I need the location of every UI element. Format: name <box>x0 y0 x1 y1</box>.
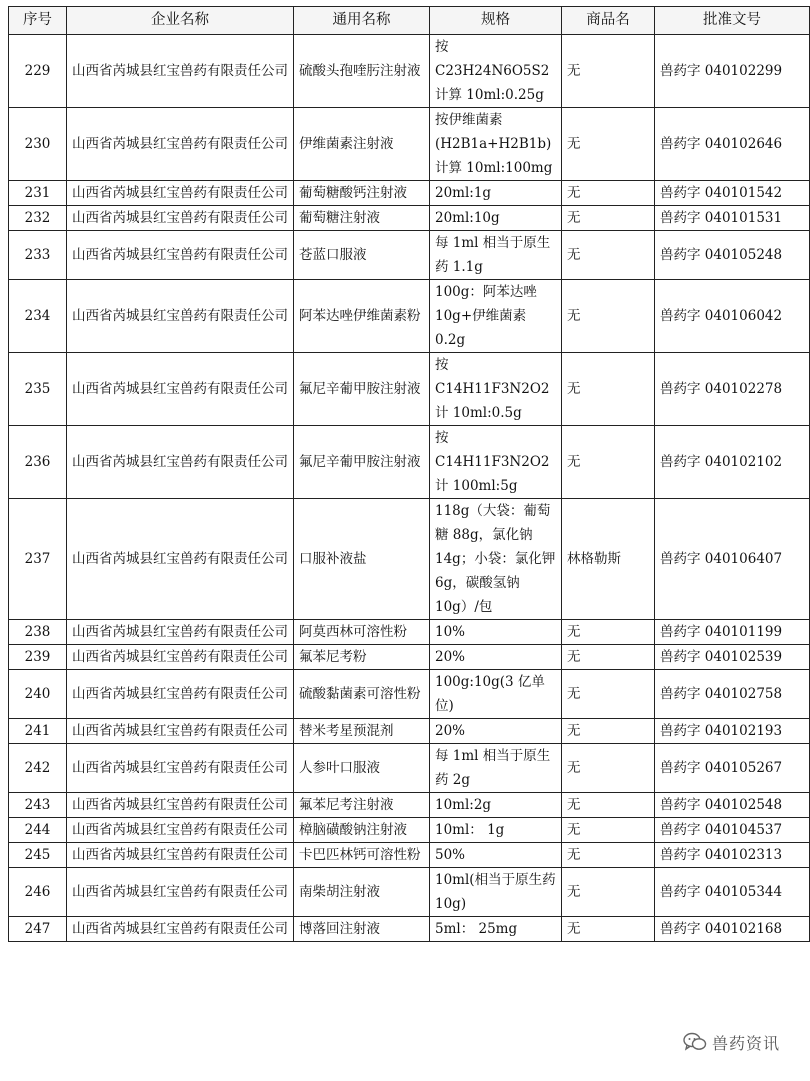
cell-trade-name: 无 <box>562 231 655 280</box>
cell-serial-no: 245 <box>9 843 67 868</box>
cell-trade-name: 无 <box>562 181 655 206</box>
header-trade-name: 商品名 <box>562 7 655 35</box>
cell-trade-name: 无 <box>562 868 655 917</box>
cell-serial-no: 229 <box>9 35 67 108</box>
cell-approval-number: 兽药字 040102758 <box>655 670 810 719</box>
watermark-text: 兽药资讯 <box>711 1033 780 1053</box>
table-row <box>9 181 810 206</box>
table-row <box>9 206 810 231</box>
header-specification: 规格 <box>430 7 562 35</box>
table-row <box>9 843 810 868</box>
cell-trade-name: 无 <box>562 426 655 499</box>
table-row <box>9 426 810 499</box>
cell-serial-no: 232 <box>9 206 67 231</box>
cell-company-name: 山西省芮城县红宝兽药有限责任公司 <box>67 108 294 181</box>
cell-trade-name: 无 <box>562 719 655 744</box>
cell-approval-number: 兽药字 040101199 <box>655 620 810 645</box>
cell-common-name: 卡巴匹林钙可溶性粉 <box>294 843 430 868</box>
cell-specification: 20% <box>430 645 562 670</box>
wechat-icon <box>683 1032 707 1052</box>
cell-approval-number: 兽药字 040106407 <box>655 499 810 620</box>
cell-company-name: 山西省芮城县红宝兽药有限责任公司 <box>67 719 294 744</box>
cell-specification: 按伊维菌素 (H2B1a+H2B1b) 计算 10ml:100mg <box>430 108 562 181</box>
cell-serial-no: 236 <box>9 426 67 499</box>
cell-serial-no: 234 <box>9 280 67 353</box>
cell-company-name: 山西省芮城县红宝兽药有限责任公司 <box>67 645 294 670</box>
table-row <box>9 670 810 719</box>
cell-serial-no: 230 <box>9 108 67 181</box>
cell-company-name: 山西省芮城县红宝兽药有限责任公司 <box>67 917 294 942</box>
cell-company-name: 山西省芮城县红宝兽药有限责任公司 <box>67 818 294 843</box>
table-row <box>9 744 810 793</box>
cell-company-name: 山西省芮城县红宝兽药有限责任公司 <box>67 793 294 818</box>
cell-specification: 按 C14H11F3N2O2 计 100ml:5g <box>430 426 562 499</box>
cell-common-name: 替米考星预混剂 <box>294 719 430 744</box>
cell-company-name: 山西省芮城县红宝兽药有限责任公司 <box>67 744 294 793</box>
cell-trade-name: 无 <box>562 280 655 353</box>
cell-specification: 100g:10g(3 亿单位) <box>430 670 562 719</box>
registration-table <box>8 6 810 942</box>
cell-trade-name: 无 <box>562 843 655 868</box>
cell-trade-name: 无 <box>562 670 655 719</box>
cell-company-name: 山西省芮城县红宝兽药有限责任公司 <box>67 868 294 917</box>
cell-common-name: 苍蓝口服液 <box>294 231 430 280</box>
cell-common-name: 口服补液盐 <box>294 499 430 620</box>
cell-company-name: 山西省芮城县红宝兽药有限责任公司 <box>67 181 294 206</box>
cell-serial-no: 247 <box>9 917 67 942</box>
cell-specification: 100g：阿苯达唑10g+伊维菌素0.2g <box>430 280 562 353</box>
table-row <box>9 108 810 181</box>
cell-serial-no: 244 <box>9 818 67 843</box>
cell-serial-no: 237 <box>9 499 67 620</box>
cell-specification: 20ml:1g <box>430 181 562 206</box>
cell-specification: 10ml： 1g <box>430 818 562 843</box>
table-row <box>9 499 810 620</box>
cell-company-name: 山西省芮城县红宝兽药有限责任公司 <box>67 843 294 868</box>
cell-company-name: 山西省芮城县红宝兽药有限责任公司 <box>67 231 294 280</box>
cell-specification: 每 1ml 相当于原生药 2g <box>430 744 562 793</box>
cell-serial-no: 235 <box>9 353 67 426</box>
cell-specification: 按 C14H11F3N2O2 计 10ml:0.5g <box>430 353 562 426</box>
cell-serial-no: 239 <box>9 645 67 670</box>
cell-common-name: 氟尼辛葡甲胺注射液 <box>294 353 430 426</box>
cell-approval-number: 兽药字 040105267 <box>655 744 810 793</box>
watermark <box>679 1029 784 1055</box>
table-body <box>9 35 810 942</box>
cell-common-name: 葡萄糖酸钙注射液 <box>294 181 430 206</box>
cell-common-name: 南柴胡注射液 <box>294 868 430 917</box>
cell-approval-number: 兽药字 040105344 <box>655 868 810 917</box>
table-row <box>9 620 810 645</box>
cell-approval-number: 兽药字 040102168 <box>655 917 810 942</box>
cell-trade-name: 无 <box>562 35 655 108</box>
cell-company-name: 山西省芮城县红宝兽药有限责任公司 <box>67 280 294 353</box>
cell-serial-no: 233 <box>9 231 67 280</box>
cell-trade-name: 无 <box>562 793 655 818</box>
table-row <box>9 793 810 818</box>
table-row <box>9 280 810 353</box>
table-row <box>9 353 810 426</box>
cell-common-name: 硫酸头孢喹肟注射液 <box>294 35 430 108</box>
cell-trade-name: 无 <box>562 353 655 426</box>
table-header-row <box>9 7 810 35</box>
cell-specification: 5ml： 25mg <box>430 917 562 942</box>
cell-serial-no: 238 <box>9 620 67 645</box>
cell-approval-number: 兽药字 040105248 <box>655 231 810 280</box>
cell-specification: 按 C23H24N6O5S2 计算 10ml:0.25g <box>430 35 562 108</box>
header-approval-number: 批准文号 <box>655 7 810 35</box>
cell-company-name: 山西省芮城县红宝兽药有限责任公司 <box>67 620 294 645</box>
cell-trade-name: 无 <box>562 620 655 645</box>
cell-common-name: 樟脑磺酸钠注射液 <box>294 818 430 843</box>
cell-common-name: 硫酸黏菌素可溶性粉 <box>294 670 430 719</box>
cell-trade-name: 无 <box>562 917 655 942</box>
cell-company-name: 山西省芮城县红宝兽药有限责任公司 <box>67 499 294 620</box>
cell-approval-number: 兽药字 040102299 <box>655 35 810 108</box>
cell-common-name: 阿莫西林可溶性粉 <box>294 620 430 645</box>
cell-common-name: 氟苯尼考粉 <box>294 645 430 670</box>
cell-approval-number: 兽药字 040101542 <box>655 181 810 206</box>
cell-company-name: 山西省芮城县红宝兽药有限责任公司 <box>67 670 294 719</box>
cell-specification: 10% <box>430 620 562 645</box>
cell-common-name: 氟苯尼考注射液 <box>294 793 430 818</box>
cell-approval-number: 兽药字 040106042 <box>655 280 810 353</box>
cell-specification: 50% <box>430 843 562 868</box>
cell-serial-no: 246 <box>9 868 67 917</box>
cell-approval-number: 兽药字 040102102 <box>655 426 810 499</box>
table-row <box>9 868 810 917</box>
cell-approval-number: 兽药字 040102193 <box>655 719 810 744</box>
cell-trade-name: 无 <box>562 744 655 793</box>
cell-trade-name: 无 <box>562 645 655 670</box>
cell-serial-no: 243 <box>9 793 67 818</box>
table-row <box>9 719 810 744</box>
header-common-name: 通用名称 <box>294 7 430 35</box>
table-row <box>9 645 810 670</box>
cell-company-name: 山西省芮城县红宝兽药有限责任公司 <box>67 206 294 231</box>
cell-approval-number: 兽药字 040102278 <box>655 353 810 426</box>
cell-common-name: 葡萄糖注射液 <box>294 206 430 231</box>
cell-specification: 20ml:10g <box>430 206 562 231</box>
cell-approval-number: 兽药字 040104537 <box>655 818 810 843</box>
cell-trade-name: 无 <box>562 206 655 231</box>
cell-specification: 20% <box>430 719 562 744</box>
table-row <box>9 818 810 843</box>
cell-approval-number: 兽药字 040102646 <box>655 108 810 181</box>
header-company-name: 企业名称 <box>67 7 294 35</box>
cell-common-name: 伊维菌素注射液 <box>294 108 430 181</box>
header-serial-no: 序号 <box>9 7 67 35</box>
cell-approval-number: 兽药字 040102313 <box>655 843 810 868</box>
cell-serial-no: 241 <box>9 719 67 744</box>
cell-specification: 10ml:2g <box>430 793 562 818</box>
table-row <box>9 35 810 108</box>
table-row <box>9 231 810 280</box>
cell-serial-no: 240 <box>9 670 67 719</box>
cell-serial-no: 231 <box>9 181 67 206</box>
cell-common-name: 博落回注射液 <box>294 917 430 942</box>
table-row <box>9 917 810 942</box>
cell-company-name: 山西省芮城县红宝兽药有限责任公司 <box>67 35 294 108</box>
cell-approval-number: 兽药字 040102539 <box>655 645 810 670</box>
cell-serial-no: 242 <box>9 744 67 793</box>
cell-common-name: 人参叶口服液 <box>294 744 430 793</box>
cell-trade-name: 无 <box>562 108 655 181</box>
cell-trade-name: 无 <box>562 818 655 843</box>
cell-company-name: 山西省芮城县红宝兽药有限责任公司 <box>67 353 294 426</box>
cell-company-name: 山西省芮城县红宝兽药有限责任公司 <box>67 426 294 499</box>
cell-specification: 10ml(相当于原生药 10g) <box>430 868 562 917</box>
cell-trade-name: 林格勒斯 <box>562 499 655 620</box>
cell-common-name: 阿苯达唑伊维菌素粉 <box>294 280 430 353</box>
cell-approval-number: 兽药字 040102548 <box>655 793 810 818</box>
cell-approval-number: 兽药字 040101531 <box>655 206 810 231</box>
cell-specification: 118g（大袋：葡萄糖 88g，氯化钠 14g；小袋：氯化钾 6g，碳酸氢钠 10g）/包 <box>430 499 562 620</box>
cell-common-name: 氟尼辛葡甲胺注射液 <box>294 426 430 499</box>
cell-specification: 每 1ml 相当于原生药 1.1g <box>430 231 562 280</box>
